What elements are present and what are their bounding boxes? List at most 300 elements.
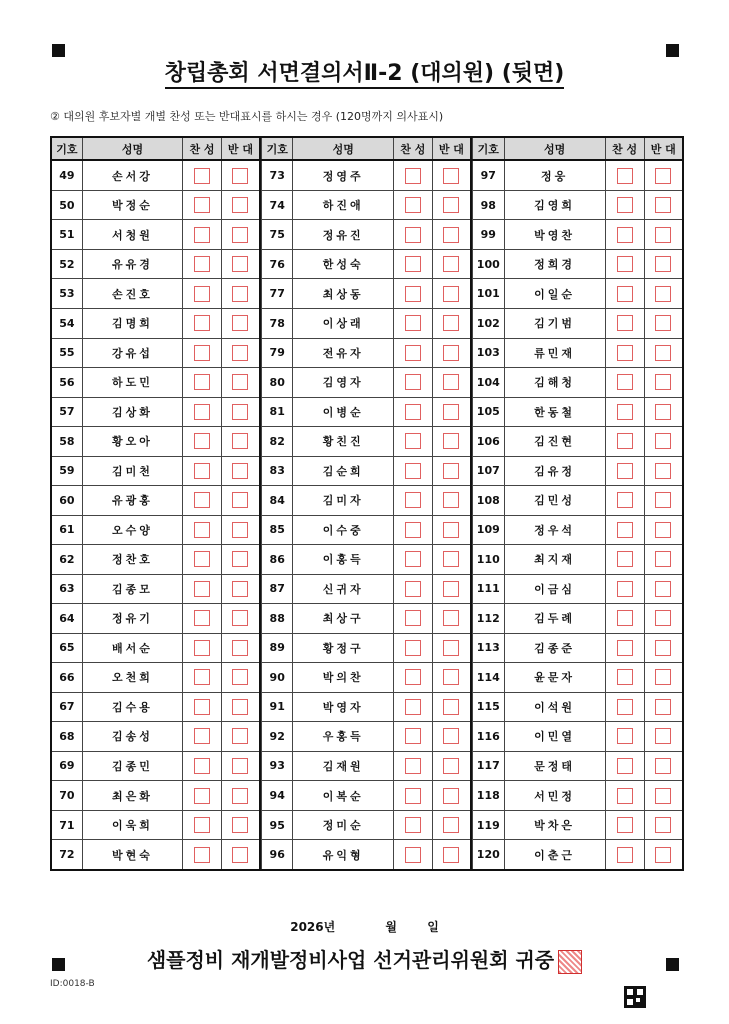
candidate-number: 118 [473, 781, 505, 811]
oppose-checkbox[interactable] [443, 374, 459, 390]
table-row [262, 604, 472, 634]
oppose-checkbox[interactable] [655, 345, 671, 361]
oppose-checkbox[interactable] [655, 699, 671, 715]
approve-checkbox[interactable] [194, 463, 210, 479]
oppose-checkbox[interactable] [443, 256, 459, 272]
oppose-cell [221, 309, 260, 339]
candidate-name: 최상구 [293, 604, 394, 634]
oppose-checkbox[interactable] [443, 551, 459, 567]
approve-cell [605, 722, 644, 752]
table-row [473, 249, 684, 279]
oppose-checkbox[interactable] [232, 728, 248, 744]
approve-cell [605, 220, 644, 250]
oppose-cell [644, 515, 683, 545]
oppose-cell [644, 279, 683, 309]
candidate-name: 최지재 [504, 545, 605, 575]
table-row [262, 840, 472, 870]
approve-checkbox[interactable] [405, 610, 421, 626]
approve-checkbox[interactable] [194, 581, 210, 597]
approve-checkbox[interactable] [617, 581, 633, 597]
candidate-name: 김민성 [504, 486, 605, 516]
candidate-number: 49 [51, 160, 82, 190]
approve-checkbox[interactable] [405, 699, 421, 715]
approve-checkbox[interactable] [617, 522, 633, 538]
candidate-name: 박정순 [82, 190, 182, 220]
candidate-number: 116 [473, 722, 505, 752]
table-row [473, 545, 684, 575]
approve-checkbox[interactable] [194, 817, 210, 833]
approve-checkbox[interactable] [194, 758, 210, 774]
oppose-checkbox[interactable] [443, 168, 459, 184]
approve-cell [393, 397, 432, 427]
candidate-name: 신귀자 [293, 574, 394, 604]
table-header-row [473, 137, 684, 160]
oppose-checkbox[interactable] [443, 699, 459, 715]
approve-checkbox[interactable] [617, 640, 633, 656]
oppose-checkbox[interactable] [232, 168, 248, 184]
oppose-checkbox[interactable] [443, 581, 459, 597]
candidate-name: 정유기 [82, 604, 182, 634]
candidate-number: 78 [262, 309, 293, 339]
candidate-number: 82 [262, 427, 293, 457]
oppose-checkbox[interactable] [232, 847, 248, 863]
approve-checkbox[interactable] [405, 847, 421, 863]
approve-checkbox[interactable] [617, 463, 633, 479]
date-line [0, 918, 729, 935]
candidate-name: 김순희 [293, 456, 394, 486]
oppose-checkbox[interactable] [443, 669, 459, 685]
oppose-checkbox[interactable] [443, 817, 459, 833]
table-row [262, 427, 472, 457]
date-year: 2026년 [290, 920, 336, 934]
header-oppose: 반 대 [644, 137, 683, 160]
candidate-number: 105 [473, 397, 505, 427]
table-row [262, 574, 472, 604]
approve-checkbox[interactable] [405, 315, 421, 331]
oppose-checkbox[interactable] [443, 640, 459, 656]
approve-checkbox[interactable] [194, 286, 210, 302]
approve-checkbox[interactable] [194, 640, 210, 656]
approve-checkbox[interactable] [194, 197, 210, 213]
oppose-checkbox[interactable] [443, 197, 459, 213]
candidate-number: 96 [262, 840, 293, 870]
oppose-cell [221, 633, 260, 663]
approve-checkbox[interactable] [405, 669, 421, 685]
oppose-cell [221, 456, 260, 486]
oppose-checkbox[interactable] [232, 315, 248, 331]
oppose-checkbox[interactable] [655, 610, 671, 626]
approve-checkbox[interactable] [405, 374, 421, 390]
approve-checkbox[interactable] [617, 551, 633, 567]
oppose-cell [221, 604, 260, 634]
approve-checkbox[interactable] [617, 168, 633, 184]
approve-cell [183, 751, 222, 781]
table-row [473, 309, 684, 339]
approve-cell [183, 722, 222, 752]
oppose-checkbox[interactable] [232, 404, 248, 420]
oppose-cell [432, 574, 471, 604]
oppose-checkbox[interactable] [443, 463, 459, 479]
oppose-cell [221, 220, 260, 250]
oppose-checkbox[interactable] [232, 551, 248, 567]
oppose-cell [221, 427, 260, 457]
approve-checkbox[interactable] [405, 788, 421, 804]
oppose-cell [221, 663, 260, 693]
candidate-name: 이석원 [504, 692, 605, 722]
oppose-checkbox[interactable] [655, 551, 671, 567]
approve-checkbox[interactable] [405, 404, 421, 420]
candidate-number: 91 [262, 692, 293, 722]
oppose-checkbox[interactable] [655, 758, 671, 774]
approve-cell [183, 810, 222, 840]
oppose-checkbox[interactable] [655, 581, 671, 597]
approve-checkbox[interactable] [194, 227, 210, 243]
oppose-cell [432, 160, 471, 190]
approve-checkbox[interactable] [617, 404, 633, 420]
approve-checkbox[interactable] [405, 492, 421, 508]
table-header-row [262, 137, 472, 160]
oppose-cell [221, 279, 260, 309]
approve-checkbox[interactable] [617, 256, 633, 272]
candidate-number: 59 [51, 456, 82, 486]
approve-checkbox[interactable] [405, 463, 421, 479]
approve-cell [393, 810, 432, 840]
candidate-number: 68 [51, 722, 82, 752]
candidate-number: 85 [262, 515, 293, 545]
approve-cell [605, 397, 644, 427]
oppose-checkbox[interactable] [232, 463, 248, 479]
candidate-name: 김영희 [504, 190, 605, 220]
oppose-checkbox[interactable] [232, 197, 248, 213]
table-row [262, 751, 472, 781]
oppose-checkbox[interactable] [655, 286, 671, 302]
candidate-name: 한동철 [504, 397, 605, 427]
oppose-checkbox[interactable] [232, 817, 248, 833]
approve-checkbox[interactable] [405, 758, 421, 774]
candidate-name: 강유섭 [82, 338, 182, 368]
oppose-cell [432, 722, 471, 752]
oppose-checkbox[interactable] [443, 522, 459, 538]
approve-checkbox[interactable] [617, 286, 633, 302]
approve-checkbox[interactable] [405, 551, 421, 567]
oppose-checkbox[interactable] [655, 728, 671, 744]
oppose-checkbox[interactable] [655, 640, 671, 656]
candidate-name: 김기범 [504, 309, 605, 339]
oppose-checkbox[interactable] [232, 610, 248, 626]
candidate-number: 109 [473, 515, 505, 545]
table-row [262, 397, 472, 427]
approve-cell [183, 397, 222, 427]
candidate-name: 유광홍 [82, 486, 182, 516]
oppose-checkbox[interactable] [655, 788, 671, 804]
candidate-number: 53 [51, 279, 82, 309]
oppose-checkbox[interactable] [443, 227, 459, 243]
candidate-name: 하진애 [293, 190, 394, 220]
candidate-number: 94 [262, 781, 293, 811]
candidate-name: 김종민 [82, 751, 182, 781]
approve-checkbox[interactable] [194, 788, 210, 804]
oppose-checkbox[interactable] [443, 433, 459, 449]
approve-checkbox[interactable] [194, 551, 210, 567]
candidate-number: 87 [262, 574, 293, 604]
oppose-checkbox[interactable] [655, 256, 671, 272]
oppose-checkbox[interactable] [232, 256, 248, 272]
candidate-number: 63 [51, 574, 82, 604]
approve-checkbox[interactable] [194, 404, 210, 420]
oppose-checkbox[interactable] [232, 227, 248, 243]
table-row [262, 486, 472, 516]
oppose-checkbox[interactable] [655, 847, 671, 863]
approve-checkbox[interactable] [617, 669, 633, 685]
candidate-number: 89 [262, 633, 293, 663]
oppose-checkbox[interactable] [232, 699, 248, 715]
approve-cell [393, 633, 432, 663]
header-number: 기호 [51, 137, 82, 160]
approve-cell [605, 751, 644, 781]
approve-cell [183, 515, 222, 545]
approve-checkbox[interactable] [194, 728, 210, 744]
oppose-checkbox[interactable] [443, 404, 459, 420]
oppose-checkbox[interactable] [655, 492, 671, 508]
oppose-cell [644, 751, 683, 781]
oppose-checkbox[interactable] [232, 374, 248, 390]
oppose-checkbox[interactable] [443, 286, 459, 302]
oppose-checkbox[interactable] [232, 640, 248, 656]
table-row [473, 781, 684, 811]
candidate-number: 65 [51, 633, 82, 663]
approve-checkbox[interactable] [617, 728, 633, 744]
approve-checkbox[interactable] [617, 492, 633, 508]
approve-checkbox[interactable] [194, 699, 210, 715]
table-row [51, 840, 260, 870]
approve-checkbox[interactable] [194, 433, 210, 449]
approve-checkbox[interactable] [617, 610, 633, 626]
candidate-number: 119 [473, 810, 505, 840]
approve-checkbox[interactable] [617, 847, 633, 863]
candidate-number: 71 [51, 810, 82, 840]
date-month: 월 [385, 920, 397, 934]
candidate-name: 박영찬 [504, 220, 605, 250]
oppose-cell [221, 545, 260, 575]
approve-checkbox[interactable] [405, 256, 421, 272]
oppose-checkbox[interactable] [232, 788, 248, 804]
approve-checkbox[interactable] [194, 522, 210, 538]
oppose-checkbox[interactable] [655, 197, 671, 213]
approve-checkbox[interactable] [617, 345, 633, 361]
candidate-number: 54 [51, 309, 82, 339]
approve-checkbox[interactable] [617, 758, 633, 774]
approve-checkbox[interactable] [405, 168, 421, 184]
candidate-number: 64 [51, 604, 82, 634]
qr-code-icon [624, 986, 646, 1008]
date-day: 일 [427, 920, 439, 934]
header-approve: 찬 성 [605, 137, 644, 160]
approve-checkbox[interactable] [405, 817, 421, 833]
approve-checkbox[interactable] [194, 610, 210, 626]
approve-cell [605, 604, 644, 634]
candidate-number: 117 [473, 751, 505, 781]
table-row [51, 781, 260, 811]
oppose-checkbox[interactable] [655, 669, 671, 685]
oppose-checkbox[interactable] [232, 581, 248, 597]
approve-checkbox[interactable] [405, 728, 421, 744]
approve-checkbox[interactable] [194, 492, 210, 508]
candidate-table [50, 136, 261, 871]
approve-checkbox[interactable] [194, 847, 210, 863]
approve-cell [605, 486, 644, 516]
candidate-number: 72 [51, 840, 82, 870]
approve-cell [183, 486, 222, 516]
candidate-name: 박영자 [293, 692, 394, 722]
approve-cell [183, 190, 222, 220]
approve-cell [393, 427, 432, 457]
oppose-checkbox[interactable] [232, 669, 248, 685]
candidate-number: 61 [51, 515, 82, 545]
table-row [473, 456, 684, 486]
candidate-name: 정유진 [293, 220, 394, 250]
oppose-cell [432, 279, 471, 309]
approve-cell [183, 338, 222, 368]
table-row [473, 751, 684, 781]
oppose-checkbox[interactable] [232, 433, 248, 449]
approve-checkbox[interactable] [617, 699, 633, 715]
oppose-cell [432, 840, 471, 870]
table-row [262, 722, 472, 752]
candidate-name: 정영주 [293, 160, 394, 190]
oppose-checkbox[interactable] [443, 728, 459, 744]
candidate-name: 오천희 [82, 663, 182, 693]
oppose-checkbox[interactable] [443, 492, 459, 508]
table-row [51, 486, 260, 516]
approve-checkbox[interactable] [617, 788, 633, 804]
approve-cell [183, 309, 222, 339]
oppose-checkbox[interactable] [655, 374, 671, 390]
candidate-number: 74 [262, 190, 293, 220]
oppose-cell [432, 190, 471, 220]
oppose-checkbox[interactable] [655, 168, 671, 184]
oppose-checkbox[interactable] [655, 227, 671, 243]
candidate-number: 75 [262, 220, 293, 250]
candidate-name: 김유정 [504, 456, 605, 486]
approve-checkbox[interactable] [194, 374, 210, 390]
approve-checkbox[interactable] [194, 256, 210, 272]
table-row [473, 604, 684, 634]
candidate-name: 김종준 [504, 633, 605, 663]
approve-checkbox[interactable] [405, 433, 421, 449]
approve-checkbox[interactable] [194, 168, 210, 184]
approve-checkbox[interactable] [617, 433, 633, 449]
oppose-cell [432, 781, 471, 811]
table-row [51, 751, 260, 781]
oppose-checkbox[interactable] [232, 286, 248, 302]
approve-checkbox[interactable] [405, 345, 421, 361]
approve-checkbox[interactable] [405, 227, 421, 243]
oppose-cell [644, 692, 683, 722]
approve-cell [605, 545, 644, 575]
approve-checkbox[interactable] [617, 817, 633, 833]
oppose-checkbox[interactable] [655, 817, 671, 833]
table-row [262, 633, 472, 663]
oppose-checkbox[interactable] [232, 522, 248, 538]
table-row [473, 574, 684, 604]
oppose-checkbox[interactable] [232, 758, 248, 774]
oppose-checkbox[interactable] [443, 847, 459, 863]
candidate-number: 56 [51, 368, 82, 398]
approve-checkbox[interactable] [617, 315, 633, 331]
footer-recipient [0, 944, 729, 974]
oppose-checkbox[interactable] [655, 315, 671, 331]
approve-cell [393, 338, 432, 368]
oppose-checkbox[interactable] [655, 522, 671, 538]
candidate-name: 류민재 [504, 338, 605, 368]
table-row [51, 309, 260, 339]
candidate-number: 114 [473, 663, 505, 693]
approve-checkbox[interactable] [617, 374, 633, 390]
candidate-number: 73 [262, 160, 293, 190]
oppose-checkbox[interactable] [443, 315, 459, 331]
oppose-cell [644, 633, 683, 663]
approve-checkbox[interactable] [194, 315, 210, 331]
candidate-number: 97 [473, 160, 505, 190]
oppose-cell [432, 486, 471, 516]
oppose-checkbox[interactable] [655, 463, 671, 479]
table-row [262, 781, 472, 811]
table-row [51, 722, 260, 752]
oppose-checkbox[interactable] [443, 758, 459, 774]
candidate-number: 77 [262, 279, 293, 309]
candidate-name: 문정태 [504, 751, 605, 781]
candidate-name: 김미자 [293, 486, 394, 516]
oppose-checkbox[interactable] [232, 492, 248, 508]
approve-checkbox[interactable] [405, 640, 421, 656]
approve-cell [183, 840, 222, 870]
oppose-checkbox[interactable] [443, 610, 459, 626]
table-row [473, 663, 684, 693]
approve-checkbox[interactable] [617, 197, 633, 213]
approve-cell [183, 279, 222, 309]
table-row [51, 397, 260, 427]
table-row [262, 515, 472, 545]
table-row [473, 633, 684, 663]
approve-checkbox[interactable] [194, 669, 210, 685]
approve-cell [605, 309, 644, 339]
approve-checkbox[interactable] [405, 522, 421, 538]
table-row [473, 338, 684, 368]
oppose-checkbox[interactable] [443, 788, 459, 804]
oppose-cell [221, 574, 260, 604]
table-row [51, 574, 260, 604]
approve-checkbox[interactable] [405, 197, 421, 213]
candidate-number: 115 [473, 692, 505, 722]
oppose-checkbox[interactable] [655, 404, 671, 420]
approve-checkbox[interactable] [194, 345, 210, 361]
approve-checkbox[interactable] [405, 286, 421, 302]
candidate-name: 이복순 [293, 781, 394, 811]
table-row [473, 160, 684, 190]
approve-checkbox[interactable] [405, 581, 421, 597]
candidate-name: 이홍득 [293, 545, 394, 575]
oppose-checkbox[interactable] [443, 345, 459, 361]
table-row [51, 279, 260, 309]
oppose-checkbox[interactable] [232, 345, 248, 361]
oppose-cell [221, 781, 260, 811]
approve-checkbox[interactable] [617, 227, 633, 243]
candidate-number: 108 [473, 486, 505, 516]
candidate-name: 정우석 [504, 515, 605, 545]
oppose-checkbox[interactable] [655, 433, 671, 449]
approve-cell [605, 781, 644, 811]
candidate-number: 98 [473, 190, 505, 220]
